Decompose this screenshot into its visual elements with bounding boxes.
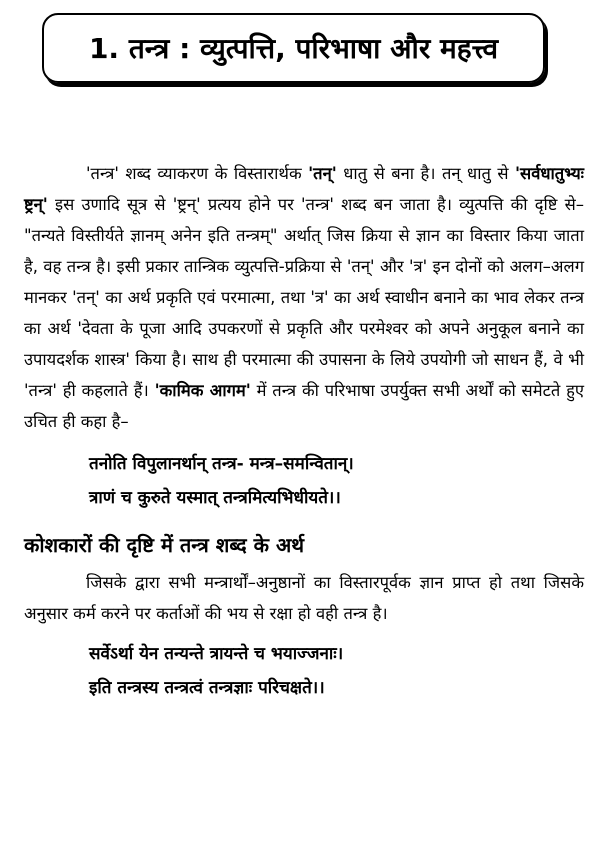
page-body — [24, 158, 584, 705]
chapter-title: 1. तन्त्र : व्युत्पत्ति, परिभाषा और महत्त्व — [88, 32, 499, 65]
para1-text-2: धातु से बना है। तन् धातु से — [336, 164, 515, 183]
paragraph-etymology — [24, 158, 584, 437]
para1-bold-sutra: 'सर्वधातुभ्यः ष्ट्रन्' — [24, 164, 584, 214]
chapter-title-box — [42, 13, 545, 83]
verse1-line1: तनोति विपुलानर्थान् तन्त्र- मन्त्र–समन्वितान्। — [89, 454, 354, 474]
para1-text-1: 'तन्त्र' शब्द व्याकरण के विस्तारार्थक — [86, 164, 309, 183]
para1-text-4: में तन्त्र की परिभाषा उपर्युक्त सभी अर्थों को समेटते हुए उचित ही कहा है– — [24, 381, 584, 431]
verse2-line2: इति तन्त्रस्य तन्त्रत्वं तन्त्रज्ञाः परिचक्षते।। — [89, 678, 325, 698]
verse1-line2: त्राणं च कुरुते यस्मात् तन्त्रमित्यभिधीयते।। — [89, 488, 341, 508]
para1-bold-kamika: 'कामिक आगम' — [154, 381, 251, 400]
para1-bold-tan: 'तन्' — [308, 164, 337, 183]
section-subheading: कोशकारों की दृष्टि में तन्त्र शब्द के अर्थ — [24, 533, 304, 557]
verse2-line1: सर्वेऽर्था येन तन्यन्ते त्रायन्ते च भयाज्जनाः। — [89, 644, 344, 664]
para1-text-3: इस उणादि सूत्र से 'ष्ट्रन्' प्रत्यय होने पर 'तन्त्र' शब्द बन जाता है। व्युत्पत्ति की दृष्टि से– "तन्यते विस्तीर्यते ज्ञानम् अनेन इति तन्त्रम्" अर्थात् जिस क्रिया से ज्ञान का विस्तार किया जाता है, वह तन्त्र है। इसी प्रकार तान्त्रिक व्युत्पत्ति-प्रक्रिया से 'तन्' और 'त्र' इन दोनों को अलग–अलग मानकर 'तन्' का अर्थ प्रकृति एवं परमात्मा, तथा 'त्र' का अर्थ स्वाधीन बनाने का भाव लेकर तन्त्र का अर्थ 'देवता के पूजा आदि उपकरणों से प्रकृति और परमेश्वर को अपने अनुकूल बनाने का उपायदर्शक शास्त्र' किया है। साथ ही परमात्मा की उपासना के लिये उपयोगी जो साधन हैं, वे भी 'तन्त्र' ही कहलाते हैं। — [24, 195, 584, 400]
paragraph-lexicographers: जिसके द्वारा सभी मन्त्रार्थों–अनुष्ठानों का विस्तारपूर्वक ज्ञान प्राप्त हो तथा जिसके अनुसार कर्म करने पर कर्ताओं की भय से रक्षा हो वही तन्त्र है। — [24, 573, 584, 623]
